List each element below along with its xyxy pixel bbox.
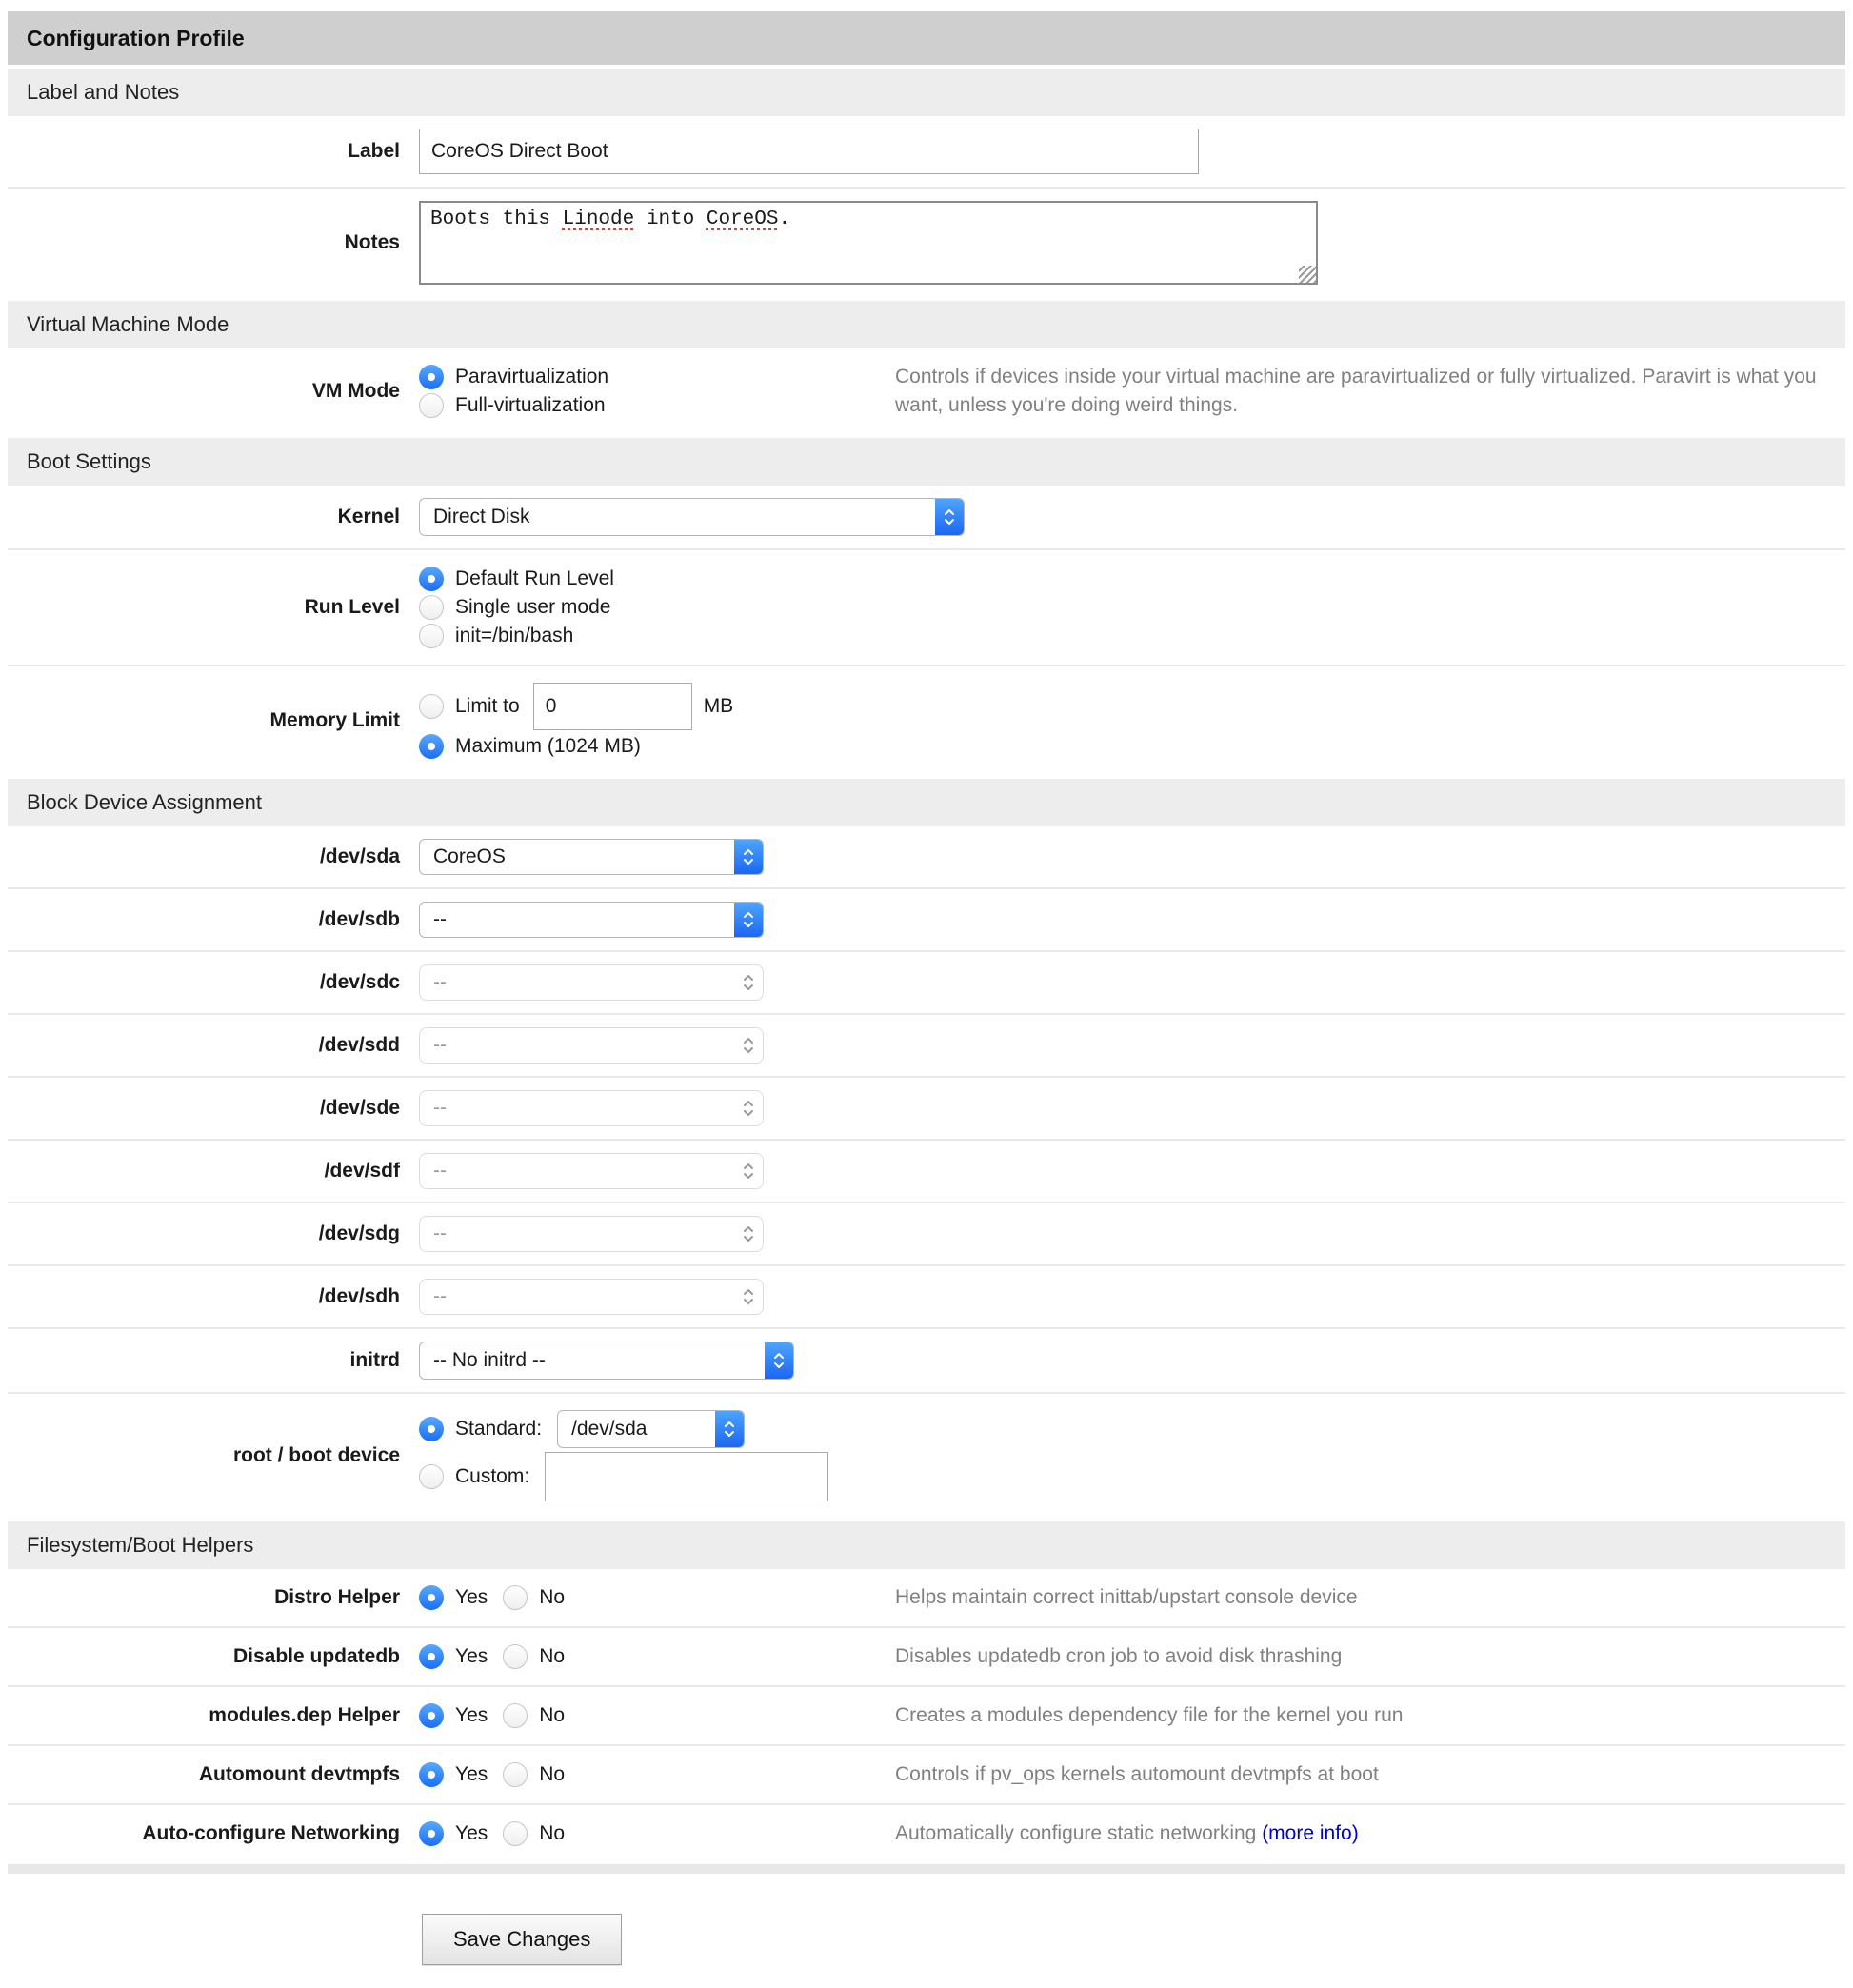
select-stepper-icon (734, 1217, 763, 1251)
dev-sdg-select-value: -- (433, 1223, 447, 1244)
dev-sda-label: /dev/sda (319, 845, 400, 867)
yes-label: Yes (455, 1704, 488, 1726)
initrd-row (8, 1327, 1845, 1392)
select-stepper-icon (734, 1028, 763, 1063)
yes-label: Yes (455, 1645, 488, 1667)
radio-maximum-memory-label: Maximum (1024 MB) (455, 735, 641, 757)
no-label: No (539, 1822, 566, 1844)
dev-sdg-row (8, 1202, 1845, 1264)
radio-automount-devtmpfs-yes[interactable] (419, 1762, 444, 1787)
dev-sdf-label: /dev/sdf (324, 1160, 400, 1182)
distro-helper-label: Distro Helper (274, 1586, 400, 1608)
disable-updatedb-label: Disable updatedb (232, 1645, 400, 1667)
dev-sde-row (8, 1076, 1845, 1139)
radio-default-run-level-label: Default Run Level (455, 567, 614, 589)
kernel-select-value: Direct Disk (433, 506, 530, 527)
dev-sdc-label: /dev/sdc (319, 971, 400, 993)
dev-sdb-select-value: -- (433, 908, 447, 930)
radio-limit-to-label: Limit to (455, 695, 520, 717)
dev-sdc-select (419, 964, 764, 1001)
notes-text: into (634, 209, 707, 230)
dev-sdf-select-value: -- (433, 1160, 447, 1182)
vm-mode-label: VM Mode (311, 380, 400, 402)
select-stepper-icon (734, 840, 763, 874)
notes-field-label: Notes (344, 231, 400, 253)
automount-devtmpfs-label: Automount devtmpfs (198, 1763, 400, 1785)
radio-paravirtualization[interactable] (419, 365, 444, 389)
misspelled-word: CoreOS (706, 209, 779, 230)
dev-sdb-row (8, 887, 1845, 950)
radio-standard-root-label: Standard: (455, 1418, 543, 1440)
radio-full-virtualization[interactable] (419, 393, 444, 418)
dev-sdd-select (419, 1027, 764, 1064)
modules-dep-helper-row (8, 1685, 1845, 1744)
vm-mode-help-text: Controls if devices inside your virtual machine are paravirtualized or fully virtualized. Paravirt is what you want, unless you're doing weird things. (895, 365, 1817, 416)
dev-sdh-select-value: -- (433, 1285, 447, 1307)
dev-sdc-row (8, 950, 1845, 1013)
yes-label: Yes (455, 1822, 488, 1844)
radio-paravirtualization-label: Paravirtualization (455, 366, 609, 388)
radio-distro-helper-yes[interactable] (419, 1585, 444, 1610)
radio-custom-root-label: Custom: (455, 1465, 530, 1487)
notes-textarea[interactable] (419, 201, 1318, 285)
select-stepper-icon (715, 1411, 744, 1447)
select-stepper-icon (734, 903, 763, 937)
dev-sde-label: /dev/sde (319, 1097, 400, 1119)
save-area (8, 1874, 1845, 1988)
dev-sdg-select (419, 1216, 764, 1252)
radio-auto-configure-networking-no[interactable] (503, 1821, 528, 1846)
auto-configure-networking-row (8, 1803, 1845, 1862)
yes-label: Yes (455, 1586, 488, 1608)
dev-sde-select-value: -- (433, 1097, 447, 1119)
dev-sdd-select-value: -- (433, 1034, 447, 1056)
kernel-label: Kernel (337, 506, 400, 527)
label-input[interactable] (419, 129, 1199, 174)
dev-sdd-row (8, 1013, 1845, 1076)
radio-auto-configure-networking-yes[interactable] (419, 1821, 444, 1846)
radio-init-bin-bash[interactable] (419, 624, 444, 648)
auto-configure-networking-help-text (895, 1819, 1845, 1848)
radio-maximum-memory[interactable] (419, 734, 444, 759)
radio-distro-helper-no[interactable] (503, 1585, 528, 1610)
run-level-row (8, 548, 1845, 665)
no-label: No (539, 1645, 566, 1667)
kernel-select[interactable] (419, 498, 965, 536)
notes-text: . (778, 209, 791, 230)
section-heading-filesystem-boot-helpers: Filesystem/Boot Helpers (8, 1521, 1845, 1569)
distro-helper-row (8, 1569, 1845, 1626)
dev-sdh-label: /dev/sdh (318, 1285, 400, 1307)
dev-sdc-select-value: -- (433, 971, 447, 993)
memory-limit-input[interactable] (533, 683, 692, 730)
select-stepper-icon (734, 1154, 763, 1188)
disable-updatedb-row (8, 1626, 1845, 1685)
dev-sdh-row (8, 1264, 1845, 1327)
radio-standard-root[interactable] (419, 1417, 444, 1441)
notes-row (8, 187, 1845, 297)
radio-default-run-level[interactable] (419, 567, 444, 591)
memory-unit-label: MB (703, 695, 734, 717)
radio-disable-updatedb-no[interactable] (503, 1644, 528, 1669)
automount-devtmpfs-help-text: Controls if pv_ops kernels automount devtmpfs at boot (895, 1762, 1379, 1785)
no-label: No (539, 1763, 566, 1785)
dev-sda-row (8, 826, 1845, 887)
save-changes-button[interactable]: Save Changes (422, 1914, 622, 1965)
select-stepper-icon (734, 1091, 763, 1125)
radio-limit-to[interactable] (419, 694, 444, 719)
root-boot-device-row (8, 1392, 1845, 1518)
select-stepper-icon (935, 499, 964, 535)
root-boot-device-label: root / boot device (232, 1444, 400, 1466)
memory-limit-row (8, 665, 1845, 775)
dev-sda-select[interactable] (419, 839, 764, 875)
auto-configure-networking-label: Auto-configure Networking (142, 1822, 400, 1844)
modules-dep-help-text: Creates a modules dependency file for the kernel you run (895, 1703, 1404, 1726)
label-row (8, 116, 1845, 187)
run-level-label: Run Level (304, 596, 400, 618)
label-field-label: Label (348, 140, 400, 162)
resize-grip-icon[interactable] (1299, 266, 1316, 283)
notes-text: Boots this (430, 209, 563, 230)
dev-sde-select (419, 1090, 764, 1126)
radio-modules-dep-no[interactable] (503, 1703, 528, 1728)
dev-sdb-label: /dev/sdb (318, 908, 400, 930)
disable-updatedb-help-text: Disables updatedb cron job to avoid disk thrashing (895, 1644, 1343, 1667)
yes-label: Yes (455, 1763, 488, 1785)
select-stepper-icon (765, 1342, 793, 1379)
custom-root-input[interactable] (545, 1452, 828, 1501)
section-heading-boot-settings: Boot Settings (8, 438, 1845, 486)
page-title: Configuration Profile (8, 11, 1845, 65)
select-stepper-icon (734, 965, 763, 1000)
initrd-select[interactable] (419, 1342, 794, 1380)
dev-sda-select-value: CoreOS (433, 845, 506, 867)
misspelled-word: Linode (562, 209, 635, 230)
dev-sdf-select (419, 1153, 764, 1189)
automount-devtmpfs-row (8, 1744, 1845, 1803)
dev-sdb-select[interactable] (419, 902, 764, 938)
distro-helper-help-text: Helps maintain correct inittab/upstart console device (895, 1585, 1358, 1608)
dev-sdf-row (8, 1139, 1845, 1202)
vm-mode-row (8, 348, 1845, 434)
no-label: No (539, 1704, 566, 1726)
modules-dep-helper-label: modules.dep Helper (209, 1704, 400, 1726)
memory-limit-label: Memory Limit (269, 709, 400, 731)
dev-sdd-label: /dev/sdd (318, 1034, 400, 1056)
radio-modules-dep-yes[interactable] (419, 1703, 444, 1728)
section-heading-block-device-assignment: Block Device Assignment (8, 779, 1845, 826)
dev-sdh-select (419, 1279, 764, 1315)
no-label: No (539, 1586, 566, 1608)
dev-sdg-label: /dev/sdg (318, 1223, 400, 1244)
section-divider (8, 1864, 1845, 1874)
section-heading-virtual-machine-mode: Virtual Machine Mode (8, 301, 1845, 348)
more-info-link[interactable]: (more info) (1262, 1821, 1359, 1844)
radio-init-bin-bash-label: init=/bin/bash (455, 625, 574, 646)
kernel-row (8, 486, 1845, 548)
radio-full-virtualization-label: Full-virtualization (455, 394, 606, 416)
radio-single-user-mode-label: Single user mode (455, 596, 611, 618)
radio-disable-updatedb-yes[interactable] (419, 1644, 444, 1669)
radio-custom-root[interactable] (419, 1464, 444, 1489)
initrd-label: initrd (349, 1349, 400, 1371)
help-text: Automatically configure static networking (895, 1821, 1257, 1844)
section-heading-label-and-notes: Label and Notes (8, 69, 1845, 116)
initrd-select-value: -- No initrd -- (433, 1349, 546, 1371)
radio-automount-devtmpfs-no[interactable] (503, 1762, 528, 1787)
radio-single-user-mode[interactable] (419, 595, 444, 620)
standard-root-select-value: /dev/sda (571, 1418, 648, 1440)
select-stepper-icon (734, 1280, 763, 1314)
standard-root-select[interactable] (557, 1410, 745, 1448)
